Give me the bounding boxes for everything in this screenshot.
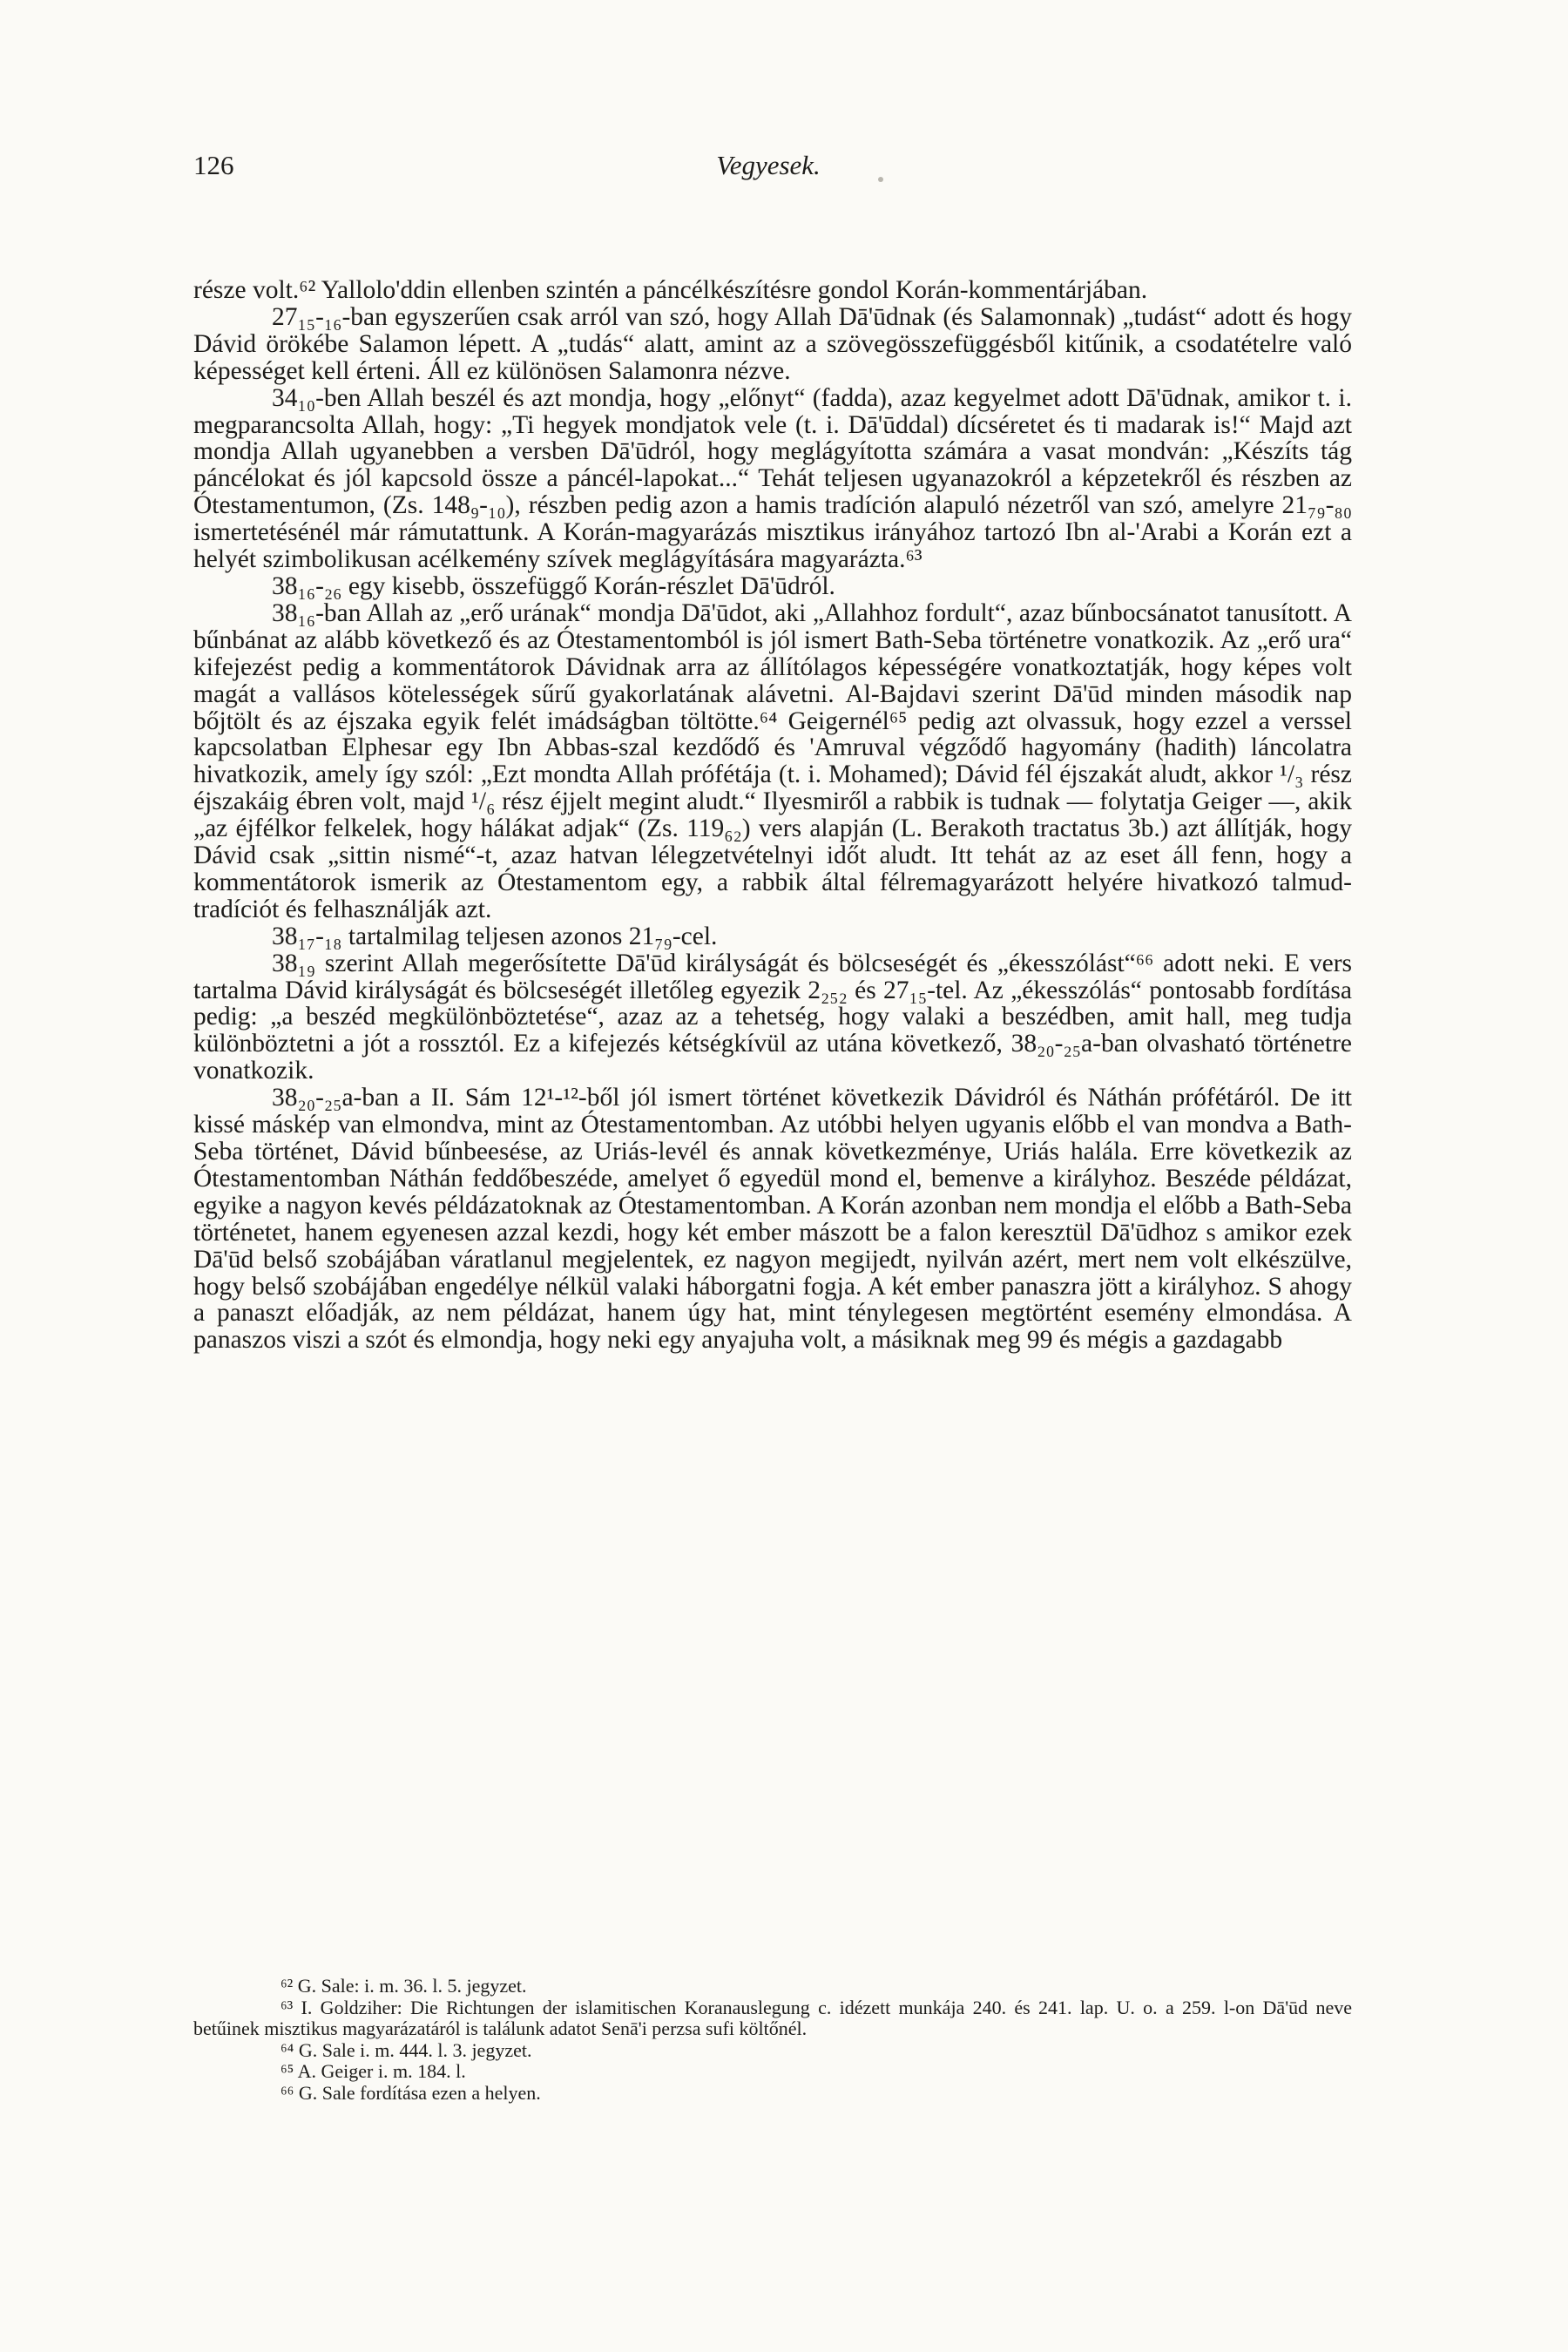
footnote: ⁶³ I. Goldziher: Die Richtungen der islamitischen Koranauslegung c. idézett munkája 240. és 241. lap. U. o. a 259. l-on Dā'ūd neve betűinek misztikus magyarázatáról is találunk adatot Senā'i perzsa sufi költőnél. [193,1996,1352,2040]
paragraph: 38₁₇-₁₈ tartalmilag teljesen azonos 21₇₉-cel. [272,922,718,950]
footnote: ⁶² G. Sale: i. m. 36. l. 5. jegyzet. [280,1975,527,1997]
paragraph: 27₁₅-₁₆-ban egyszerűen csak arról van szó, hogy Allah Dā'ūdnak (és Salamonnak) „tudást“ adott és hogy Dávid örökébe Salamon lépett. A „tudás“ alatt, amint az a szövegösszefüggésből kitűnik, a csodatételre való képességet kell érteni. Áll ez különösen Salamonra nézve. [193,302,1352,385]
paragraph: része volt.⁶² Yallolo'ddin ellenben szintén a páncélkészítésre gondol Korán-kommentárjában. [193,276,1148,304]
footnotes [193,1976,1352,2105]
paragraph: 38₁₆-₂₆ egy kisebb, összefüggő Korán-részlet Dā'ūdról. [272,571,835,600]
print-mark [878,177,883,182]
footnote: ⁶⁴ G. Sale i. m. 444. l. 3. jegyzet. [280,2038,532,2061]
paragraph: 38₁₉ szerint Allah megerősítette Dā'ūd királyságát és bölcseségét és „ékesszólást“⁶⁶ adott neki. E vers tartalma Dávid királyságát és bölcseségét illetőleg egyezik 2₂₅₂ és 27₁₅-tel. Az „ékesszólás“ pontosabb fordítása pedig: „a beszéd megkülönböztetése“, azaz az a tehetség, hogy valaki a beszédben, amit hall, meg tudja különböztetni a jót a rossztól. Ez a kifejezés kétségkívül az utána következő, 38₂₀-₂₅a-ban olvasható történetre vonatkozik. [193,949,1352,1085]
page-number: 126 [193,150,234,180]
footnote: ⁶⁶ G. Sale fordítása ezen a helyen. [280,2081,541,2104]
running-head: Vegyesek. [716,150,821,180]
footnote: ⁶⁵ A. Geiger i. m. 184. l. [280,2060,466,2083]
paragraph: 38₁₆-ban Allah az „erő urának“ mondja Dā'ūdot, aki „Allahhoz fordult“, azaz bűnbocsánatot tanusított. A bűnbánat az alább következő és az Ótestamentomból is jól ismert Bath-Seba történetre vonatkozik. Az „erő ura“ kifejezést pedig a kommentátorok Dávidnak arra az állítólagos képességére vonatkoztatják, hogy képes volt magát a vallásos kötelességek sűrű gyakorlatának alávetni. Al-Bajdavi szerint Dā'ūd minden második nap bőjtölt és az éjszaka egyik felét imádságban töltötte.⁶⁴ Geigernél⁶⁵ pedig azt olvassuk, hogy ezzel a verssel kapcsolatban Elphesar egy Ibn Abbas-szal kezdődő és 'Amruval végződő hagyomány (hadith) láncolatra hivatkozik, amely így szól: „Ezt mondta Allah prófétája (t. i. Mohamed); Dávid fél éjszakát aludt, akkor ¹/₃ rész éjszakáig ébren volt, majd ¹/₆ rész éjjelt megint aludt.“ Ilyesmiről a rabbik is tudnak — folytatja Geiger —, akik „az éjfélkor felkelek, hogy hálákat adjak“ (Zs. 119₆₂) vers alapján (L. Berakoth tractatus 3b.) azt állítják, hogy Dávid csak „sittin nismé“-t, azaz hatvan lélegzetvételnyi időt aludt. Itt tehát az az eset áll fenn, hogy a kommentátorok ismerik az Ótestamentom egy, a rabbik által félremagyarázott helyére hivatkozó talmud-tradíciót és felhasználják azt. [193,598,1352,923]
paragraph: 34₁₀-ben Allah beszél és azt mondja, hogy „előnyt“ (fadda), azaz kegyelmet adott Dā'ūdnak, amikor t. i. megparancsolta Allah, hogy: „Ti hegyek mondjatok vele (t. i. Dā'ūddal) dícséretet és ti madarak is!“ Majd azt mondja Allah ugyanebben a versben Dā'ūdról, hogy meglágyította számára a vasat mondván: „Készíts tág páncélokat és jól kapcsold össze a páncél-lapokat...“ Tehát teljesen ugyanazokról a képzetekről és részben az Ótestamentumon, (Zs. 148₉-₁₀), részben pedig azon a hamis tradíción alapuló nézetről van szó, amelyre 21₇₉-₈₀ ismertetésénél már rámutattunk. A Korán-magyarázás misztikus irányához tartozó Ibn al-'Arabi a Korán ezt a helyét szimbolikusan acélkemény szívek meglágyítására magyarázta.⁶³ [193,383,1352,574]
page-header [193,150,1343,185]
main-text [193,277,1352,1354]
paragraph: 38₂₀-₂₅a-ban a II. Sám 12¹-¹²-ből jól ismert történet következik Dávidról és Náthán prófétáról. De itt kissé máskép van elmondva, mint az Ótestamentomban. Az utóbbi helyen ugyanis előbb el van mondva a Bath-Seba történet, Dávid bűnbeesése, az Uriás-levél és annak következménye, Uriás halála. Erre következik az Ótestamentomban Náthán feddőbeszéde, amelyet ő egyedül mond el, bemenve a királyhoz. Beszéde példázat, egyike a nagyon kevés példázatoknak az Ótestamentomban. A Korán azonban nem mondja el előbb a Bath-Seba történetet, hanem egyenesen azzal kezdi, hogy két ember mászott be a falon keresztül Dā'ūdhoz s amikor ezek Dā'ūd belső szobájában váratlanul megjelentek, ez nagyon megijedt, nyilván azért, mert nem volt elkészülve, hogy belső szobájában engedélye nélkül valaki háborgatni fogja. A két ember panaszra jött a királyhoz. S ahogy a panaszt előadják, az nem példázat, hanem úgy hat, mint ténylegesen megtörtént esemény elmondása. A panaszos viszi a szót és elmondja, hogy neki egy anyajuha volt, a másiknak meg 99 és mégis a gazdagabb [193,1084,1352,1355]
